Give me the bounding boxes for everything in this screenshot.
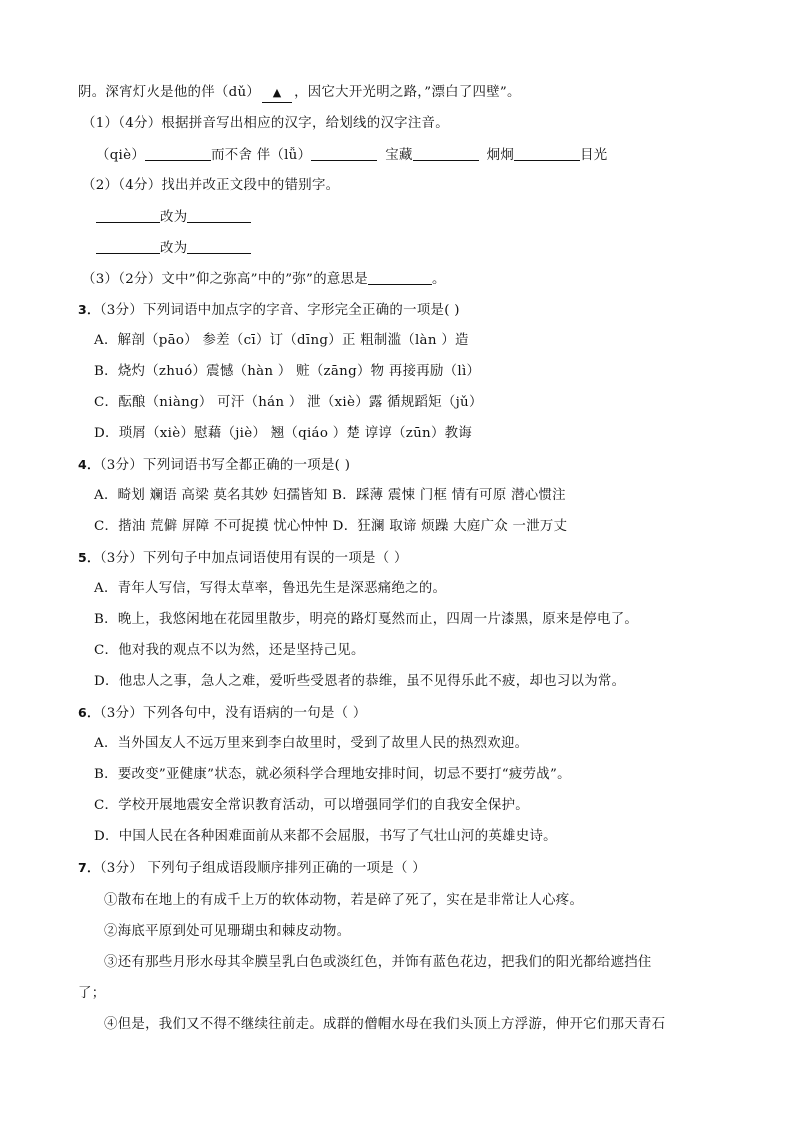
triangle-marker-icon: ▲	[272, 86, 282, 99]
q6-option-c: C．学校开展地震安全常识教育活动，可以增强同学们的自我安全保护。	[94, 798, 529, 813]
q7-sentence-1: ①散布在地上的有成千上万的软体动物，若是碎了死了，实在是非常让人心疼。	[104, 893, 584, 908]
q3-option-d: D．琐屑（xiè）慰藉（jiè） 翘（qiáo ）楚 谆谆（zūn）教诲	[94, 426, 473, 441]
q5-option-b: B．晚上，我悠闲地在花园里散步，明亮的路灯戛然而止，四周一片漆黑，原来是停电了。	[94, 612, 639, 627]
q6-option-a: A．当外国友人不远万里来到李白故里时，受到了故里人民的热烈欢迎。	[94, 736, 529, 751]
q7-stem: 7．（3分） 下列句子组成语段顺序排列正确的一项是（ ）	[78, 860, 426, 876]
passage-line-end: 阴。深宵灯火是他的伴（dǔ） ▲ ，因它大开光明之路，”漂白了四壁”。	[78, 84, 521, 103]
q2-sub2-instruction: （2）（4分）找出并改正文段中的错别字。	[82, 178, 340, 193]
fill-blank	[96, 208, 160, 223]
fill-blank	[368, 270, 432, 285]
q5-option-c: C．他对我的观点不以为然，还是坚持己见。	[94, 643, 365, 658]
q2-sub3: （3）（2分）文中”仰之弥高”中的”弥”的意思是 。	[82, 272, 446, 287]
q7-sentence-4: ④但是，我们又不得不继续往前走。成群的僧帽水母在我们头顶上方浮游，伸开它们那天青石	[104, 1017, 666, 1032]
q3-option-a: A．解剖（pāo） 参差（cī）订（dīng）正 粗制滥（làn ）造	[94, 333, 469, 348]
question-number: 3．	[78, 302, 100, 317]
q3-stem: 3．（3分）下列词语中加点字的字音、字形完全正确的一项是( )	[78, 302, 460, 318]
q2-sub2-correction-2: 改为	[96, 239, 251, 258]
q5-option-d: D．他忠人之事，急人之难，爱听些受恩者的恭维，虽不见得乐此不疲，却也习以为常。	[94, 674, 626, 689]
q4-options-cd: C．揩油 荒僻 屏障 不可捉摸 忧心忡忡 D．狂澜 取谛 烦躁 大庭广众 一泄万丈	[94, 519, 568, 534]
q6-stem: 6．（3分）下列各句中，没有语病的一句是（ ）	[78, 705, 367, 721]
q7-sentence-3: ③还有那些月形水母其伞膜呈乳白色或淡红色，并饰有蓝色花边，把我们的阳光都给遮挡住	[104, 955, 652, 970]
q6-option-b: B．要改变”亚健康”状态，就必须科学合理地安排时间，切忌不要打“疲劳战”。	[94, 767, 571, 782]
fill-blank	[96, 239, 160, 254]
q3-option-b: B．烧灼（zhuó）震憾（hàn ） 赃（zāng）物 再接再励（lì）	[94, 364, 481, 379]
fill-blank	[187, 208, 251, 223]
q2-sub1-instruction: （1）（4分）根据拼音写出相应的汉字，给划线的汉字注音。	[82, 116, 449, 131]
fill-blank	[145, 146, 211, 161]
fill-blank	[514, 146, 580, 161]
question-number: 7．	[78, 860, 100, 875]
q7-sentence-2: ②海底平原到处可见珊瑚虫和棘皮动物。	[104, 924, 351, 939]
q3-option-c: C．酝酿（niàng） 可汗（hán ） 泄（xiè）露 循规蹈矩（jǔ）	[94, 395, 483, 410]
q4-stem: 4．（3分）下列词语书写全都正确的一项是( )	[78, 457, 351, 473]
q6-option-d: D．中国人民在各种困难面前从来都不会屈服，书写了气壮山河的英雄史诗。	[94, 829, 557, 844]
q5-option-a: A．青年人写信，写得太草率，鲁迅先生是深恶痛绝之的。	[94, 581, 447, 596]
fill-blank	[187, 239, 251, 254]
question-number: 5．	[78, 550, 100, 565]
answer-blank	[262, 84, 292, 103]
q2-sub2-correction-1: 改为	[96, 208, 251, 227]
q7-sentence-3-cont: 了；	[78, 986, 106, 1001]
fill-blank	[413, 146, 479, 161]
question-number: 6．	[78, 705, 100, 720]
fill-blank	[311, 146, 377, 161]
q2-sub1-blanks: （qiè） 而不舍 伴（lǚ） 宝藏 炯炯 目光	[96, 148, 608, 163]
question-number: 4．	[78, 457, 100, 472]
q5-stem: 5．（3分）下列句子中加点词语使用有误的一项是（ ）	[78, 550, 408, 566]
q4-options-ab: A．畸划 斓语 高梁 莫名其妙 妇孺皆知 B．踩薄 震悚 门框 情有可原 潜心惯注	[94, 488, 566, 503]
